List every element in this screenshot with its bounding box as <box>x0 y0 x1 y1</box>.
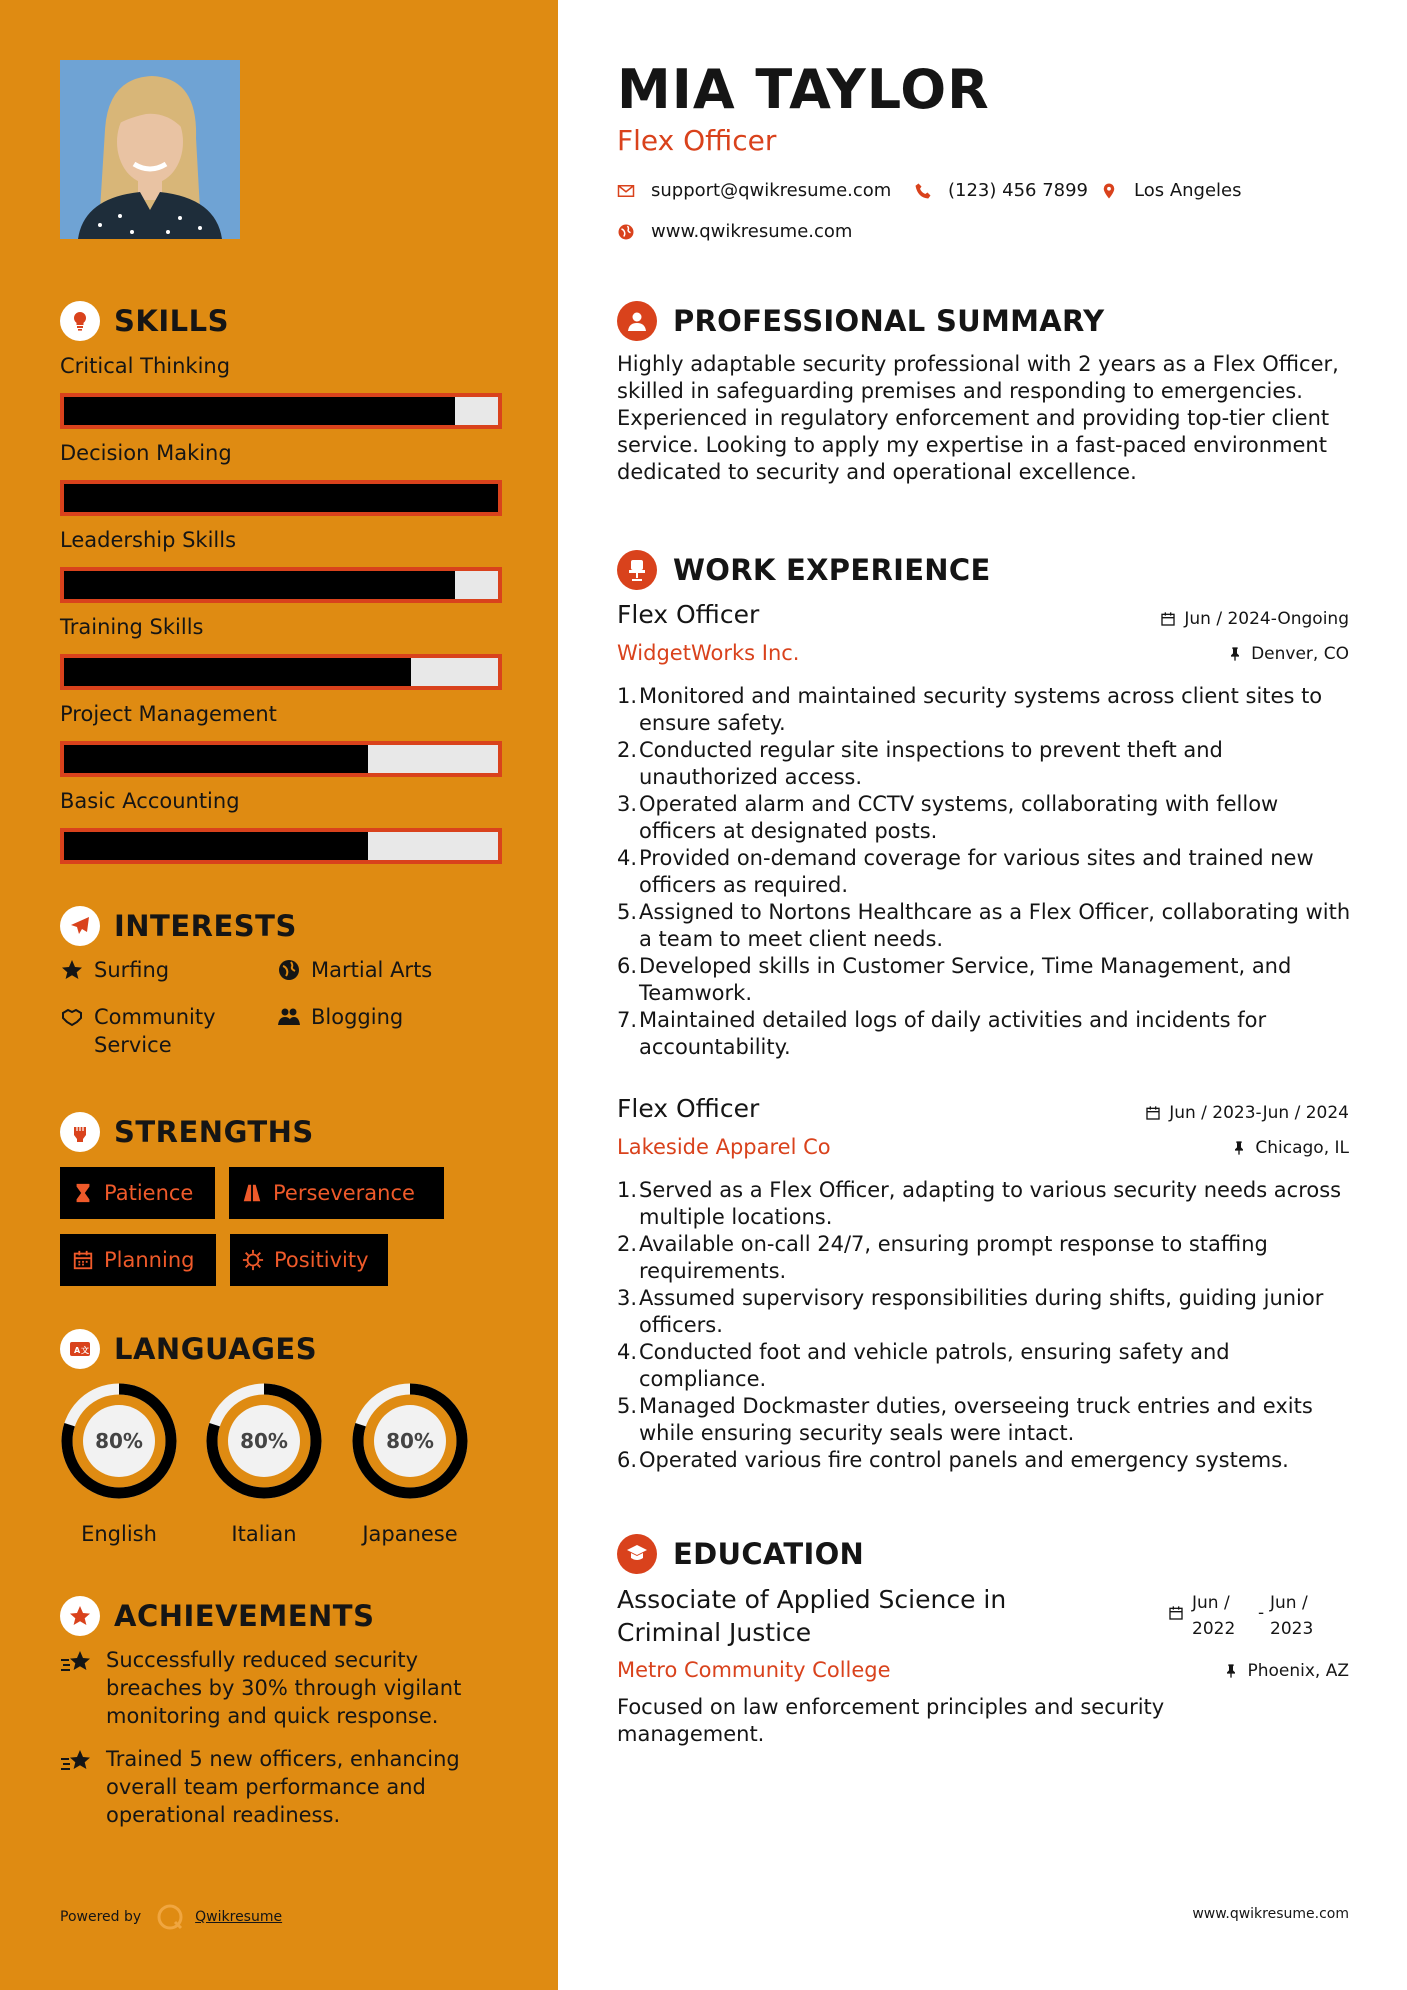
duty-number: 1. <box>617 684 638 708</box>
skill-bar-fill <box>64 484 498 512</box>
skill-item <box>60 786 502 864</box>
duty-text: Served as a Flex Officer, adapting to various security needs across multiple locations. <box>639 1178 1342 1229</box>
globe-icon <box>617 223 635 241</box>
duty-item <box>617 1177 1353 1231</box>
skill-bar-fill <box>64 397 455 425</box>
duty-number: 5. <box>617 900 638 924</box>
language-percent: 80% <box>95 1429 143 1453</box>
skill-bar-fill <box>64 745 368 773</box>
skill-bar <box>60 480 502 516</box>
skill-item <box>60 612 502 690</box>
profile-photo <box>60 60 240 239</box>
duty-number: 4. <box>617 1340 638 1364</box>
duty-text: Assigned to Nortons Healthcare as a Flex Officer, collaborating with a team to meet client needs. <box>639 900 1351 951</box>
summary-title: PROFESSIONAL SUMMARY <box>673 304 1105 338</box>
strength-tag: Perseverance <box>229 1167 444 1219</box>
language-name: Japanese <box>362 1522 458 1546</box>
duty-item <box>617 1339 1353 1393</box>
duty-item <box>617 683 1353 737</box>
pushpin-icon <box>1231 1140 1247 1156</box>
calendar-icon <box>1145 1105 1161 1121</box>
job-location: Denver, CO <box>1227 644 1349 664</box>
contact-email[interactable]: support@qwikresume.com <box>617 180 891 201</box>
sidebar <box>0 0 558 1990</box>
skill-name: Leadership Skills <box>60 528 237 552</box>
duty-text: Conducted regular site inspections to prevent theft and unauthorized access. <box>639 738 1223 789</box>
shooting-star-icon <box>60 1747 94 1777</box>
calendar-icon <box>1160 611 1176 627</box>
paper-plane-icon <box>60 906 100 946</box>
date-separator: - <box>1258 1603 1265 1623</box>
strengths-title: STRENGTHS <box>114 1115 314 1149</box>
lightbulb-icon <box>60 301 100 341</box>
skill-bar <box>60 567 502 603</box>
school-name: Metro Community College <box>617 1658 891 1682</box>
job-duties <box>617 1177 1353 1474</box>
skill-bar <box>60 828 502 864</box>
contact-location: Los Angeles <box>1100 180 1242 201</box>
summary-heading <box>617 299 1104 343</box>
skill-name: Project Management <box>60 702 277 726</box>
duty-item <box>617 737 1353 791</box>
duty-item <box>617 1393 1353 1447</box>
language-item <box>58 1380 180 1546</box>
work-heading <box>617 548 991 592</box>
job-location: Chicago, IL <box>1231 1138 1349 1158</box>
profile-photo-image <box>60 60 240 239</box>
interest-item: Surfing <box>60 956 169 984</box>
duty-text: Provided on-demand coverage for various sites and trained new officers as required. <box>639 846 1314 897</box>
language-item <box>349 1380 471 1546</box>
skill-name: Critical Thinking <box>60 354 231 378</box>
interests-title: INTERESTS <box>114 909 297 943</box>
duty-item <box>617 899 1353 953</box>
candidate-title: Flex Officer <box>617 124 777 157</box>
contact-website[interactable]: www.qwikresume.com <box>617 221 852 242</box>
skill-bar-fill <box>64 571 455 599</box>
map-pin-icon <box>1100 182 1118 200</box>
powered-by: Powered by Qwikresume <box>60 1902 282 1932</box>
duty-number: 6. <box>617 1448 638 1472</box>
phone-icon <box>914 182 932 200</box>
education-dates: Jun / 2022 - Jun / 2023 <box>1168 1590 1332 1642</box>
svg-text:文: 文 <box>81 1346 89 1355</box>
language-name: English <box>81 1522 157 1546</box>
duty-text: Operated various fire control panels and emergency systems. <box>639 1448 1289 1472</box>
duty-item <box>617 953 1353 1007</box>
achievements-title: ACHIEVEMENTS <box>114 1599 375 1633</box>
language-ring <box>349 1380 471 1502</box>
hourglass-icon <box>72 1182 94 1204</box>
languages-title: LANGUAGES <box>114 1332 318 1366</box>
duty-number: 5. <box>617 1394 638 1418</box>
language-name: Italian <box>231 1522 297 1546</box>
duty-text: Assumed supervisory responsibilities during shifts, guiding junior officers. <box>639 1286 1324 1337</box>
duty-item <box>617 1447 1353 1474</box>
job-title: Flex Officer <box>617 1094 760 1123</box>
star-badge-icon <box>60 1596 100 1636</box>
qwikresume-logo-icon <box>155 1902 185 1932</box>
interest-item: Martial Arts <box>277 956 432 984</box>
skill-name: Training Skills <box>60 615 204 639</box>
language-percent: 80% <box>240 1429 288 1453</box>
handshake-icon <box>60 1005 84 1029</box>
duty-item <box>617 1231 1353 1285</box>
duty-item <box>617 1285 1353 1339</box>
sun-icon <box>242 1249 264 1271</box>
job-company: Lakeside Apparel Co <box>617 1135 831 1159</box>
education-title: EDUCATION <box>673 1537 865 1571</box>
skills-title: SKILLS <box>114 304 229 338</box>
duty-text: Available on-call 24/7, ensuring prompt response to staffing requirements. <box>639 1232 1268 1283</box>
degree-title: Associate of Applied Science in Criminal Justice <box>617 1585 1007 1647</box>
job-duties <box>617 683 1353 1061</box>
contact-phone[interactable]: (123) 456 7899 <box>914 180 1088 201</box>
duty-number: 1. <box>617 1178 638 1202</box>
road-icon <box>241 1182 263 1204</box>
achievement-item: Successfully reduced security breaches by 30% through vigilant monitoring and quick response. <box>60 1646 500 1730</box>
duty-number: 6. <box>617 954 638 978</box>
job-company: WidgetWorks Inc. <box>617 641 800 665</box>
globe-icon <box>277 958 301 982</box>
job-dates: Jun / 2024-Ongoing <box>1160 609 1349 629</box>
strength-tag: Planning <box>60 1234 216 1286</box>
work-title: WORK EXPERIENCE <box>673 553 991 587</box>
skill-bar <box>60 654 502 690</box>
candidate-name: MIA TAYLOR <box>617 58 990 121</box>
skill-name: Basic Accounting <box>60 789 240 813</box>
language-item <box>203 1380 325 1546</box>
interests-heading <box>60 904 297 948</box>
education-heading <box>617 1532 864 1576</box>
shooting-star-icon <box>60 1648 94 1678</box>
calendar-icon <box>72 1249 94 1271</box>
star-icon <box>60 958 84 982</box>
pushpin-icon <box>1227 646 1243 662</box>
job-title: Flex Officer <box>617 600 760 629</box>
envelope-icon <box>617 182 635 200</box>
duty-item <box>617 1007 1353 1061</box>
languages-heading <box>60 1327 317 1371</box>
users-icon <box>277 1005 301 1029</box>
footer-website[interactable]: www.qwikresume.com <box>1192 1906 1349 1922</box>
graduate-icon <box>617 1534 657 1574</box>
pushpin-icon <box>1223 1663 1239 1679</box>
language-percent: 80% <box>386 1429 434 1453</box>
strength-tag: Positivity <box>230 1234 388 1286</box>
duty-item <box>617 791 1353 845</box>
duty-text: Operated alarm and CCTV systems, collaborating with fellow officers at designated posts. <box>639 792 1279 843</box>
skill-item <box>60 699 502 777</box>
duty-number: 3. <box>617 1286 638 1310</box>
duty-number: 4. <box>617 846 638 870</box>
interest-item: Community Service <box>60 1003 260 1059</box>
duty-text: Maintained detailed logs of daily activities and incidents for accountability. <box>639 1008 1267 1059</box>
translate-icon <box>60 1329 100 1369</box>
duty-item <box>617 845 1353 899</box>
achievements-heading <box>60 1594 374 1638</box>
achievement-item: Trained 5 new officers, enhancing overall team performance and operational readiness. <box>60 1745 500 1829</box>
education-location: Phoenix, AZ <box>1223 1661 1349 1681</box>
skill-bar-fill <box>64 658 411 686</box>
duty-number: 7. <box>617 1008 638 1032</box>
office-chair-icon <box>617 550 657 590</box>
skill-item <box>60 525 502 603</box>
language-ring <box>203 1380 325 1502</box>
calendar-icon <box>1168 1605 1184 1621</box>
skill-item <box>60 438 502 516</box>
job-dates: Jun / 2023-Jun / 2024 <box>1145 1103 1349 1123</box>
skill-bar <box>60 393 502 429</box>
duty-number: 2. <box>617 738 638 762</box>
duty-text: Conducted foot and vehicle patrols, ensuring safety and compliance. <box>639 1340 1230 1391</box>
duty-number: 3. <box>617 792 638 816</box>
summary-text: Highly adaptable security professional with 2 years as a Flex Officer, skilled in safeguarding premises and responding to emergencies. Experienced in regulatory enforcement and providing top-tier client service. Looking to apply my expertise in a fast-paced environment dedicated to security and operational excellence. <box>617 352 1339 484</box>
strength-tag: Patience <box>60 1167 215 1219</box>
education-description: Focused on law enforcement principles and security management. <box>617 1695 1165 1746</box>
interest-item: Blogging <box>277 1003 403 1031</box>
skill-item <box>60 351 502 429</box>
duty-text: Developed skills in Customer Service, Time Management, and Teamwork. <box>639 954 1292 1005</box>
duty-text: Managed Dockmaster duties, overseeing truck entries and exits while ensuring security seals were intact. <box>639 1394 1313 1445</box>
svg-text:A: A <box>74 1346 81 1355</box>
user-icon <box>617 301 657 341</box>
language-ring <box>58 1380 180 1502</box>
qwikresume-link[interactable]: Qwikresume <box>195 1909 283 1925</box>
skill-bar <box>60 741 502 777</box>
skill-name: Decision Making <box>60 441 232 465</box>
strengths-heading <box>60 1110 314 1154</box>
skills-heading <box>60 299 229 343</box>
skill-bar-fill <box>64 832 368 860</box>
raised-fist-icon <box>60 1112 100 1152</box>
duty-number: 2. <box>617 1232 638 1256</box>
duty-text: Monitored and maintained security systems across client sites to ensure safety. <box>639 684 1323 735</box>
